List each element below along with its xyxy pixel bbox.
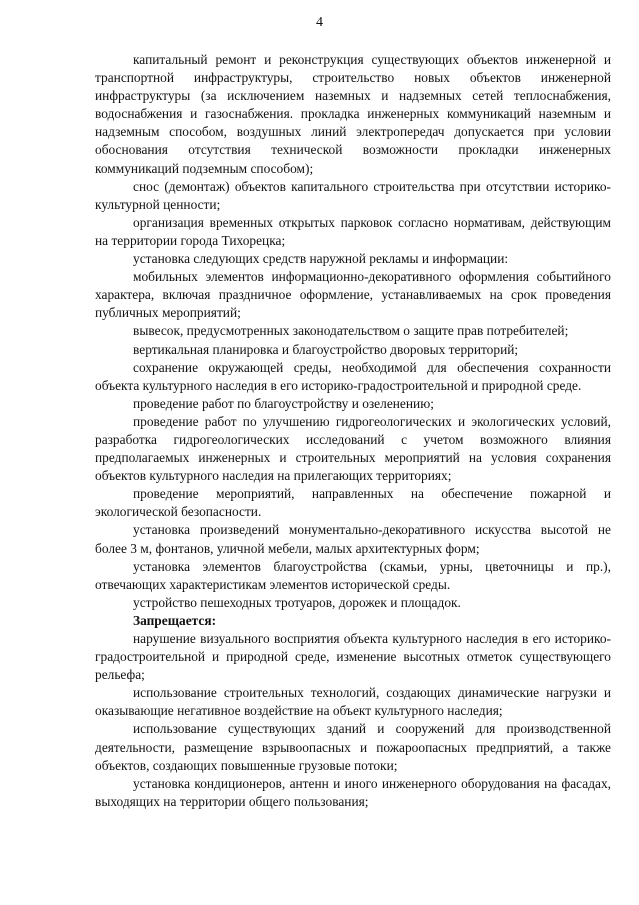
paragraph: установка элементов благоустройства (скамьи, урны, цветочницы и пр.), отвечающих характеристикам элементов исторической среды. (95, 558, 611, 592)
section-heading-prohibited: Запрещается: (133, 612, 217, 628)
page-number: 4 (316, 15, 323, 30)
prohibited-item: использование существующих зданий и сооружений для производственной деятельности, размещение взрывоопасных и пожароопасных предприятий, а также объектов, создающих повышенные грузовые потоки; (95, 721, 611, 773)
paragraph: проведение мероприятий, направленных на обеспечение пожарной и экологической безопасности. (95, 486, 611, 520)
paragraph: вывесок, предусмотренных законодательством о защите прав потребителей; (133, 323, 569, 339)
paragraph: вертикальная планировка и благоустройство дворовых территорий; (133, 341, 519, 357)
prohibited-item: использование строительных технологий, создающих динамические нагрузки и оказывающие негативное воздействие на объект культурного наследия; (95, 685, 611, 719)
paragraph: мобильных элементов информационно-декоративного оформления событийного характера, включая праздничное оформление, устанавливаемых на срок проведения публичных мероприятий; (95, 269, 611, 321)
paragraph: устройство пешеходных тротуаров, дорожек и площадок. (133, 594, 461, 610)
paragraph: капитальный ремонт и реконструкция существующих объектов инженерной и транспортной инфраструктуры, строительство новых объектов инженерной инфраструктуры (за исключением наземных и надземных сетей теплоснабжения, водоснабжения и газоснабжения. прокладка инженерных коммуникаций наземным и надземным способом, воздушных линий электропередач допускается при условии обоснования отсутствия технической возможности прокладки инженерных коммуникаций подземным способом); (95, 52, 611, 176)
paragraph: снос (демонтаж) объектов капитального строительства при отсутствии историко-культурной ценности; (95, 178, 611, 212)
paragraph: сохранение окружающей среды, необходимой для обеспечения сохранности объекта культурного наследия в его историко-градостроительной и природной среде. (95, 359, 611, 393)
paragraph: проведение работ по улучшению гидрогеологических и экологических условий, разработка гидрогеологических исследований с учетом возможного влияния предполагаемых инженерных и строительных мероприятий на условия сохранения объектов культурного наследия на прилегающих территориях; (95, 413, 611, 484)
prohibited-item: установка кондиционеров, антенн и иного инженерного оборудования на фасадах, выходящих на территории общего пользования; (95, 775, 611, 809)
prohibited-item: нарушение визуального восприятия объекта культурного наследия в его историко-градостроительной и природной среде, изменение высотных отметок существующего рельефа; (95, 631, 611, 683)
paragraph: организация временных открытых парковок согласно нормативам, действующим на территории города Тихорецка; (95, 214, 611, 248)
document-body (95, 51, 611, 811)
paragraph: проведение работ по благоустройству и озеленению; (133, 395, 434, 411)
paragraph: установка следующих средств наружной рекламы и информации: (133, 251, 509, 267)
paragraph: установка произведений монументально-декоративного искусства высотой не более 3 м, фонтанов, уличной мебели, малых архитектурных форм; (95, 522, 611, 556)
